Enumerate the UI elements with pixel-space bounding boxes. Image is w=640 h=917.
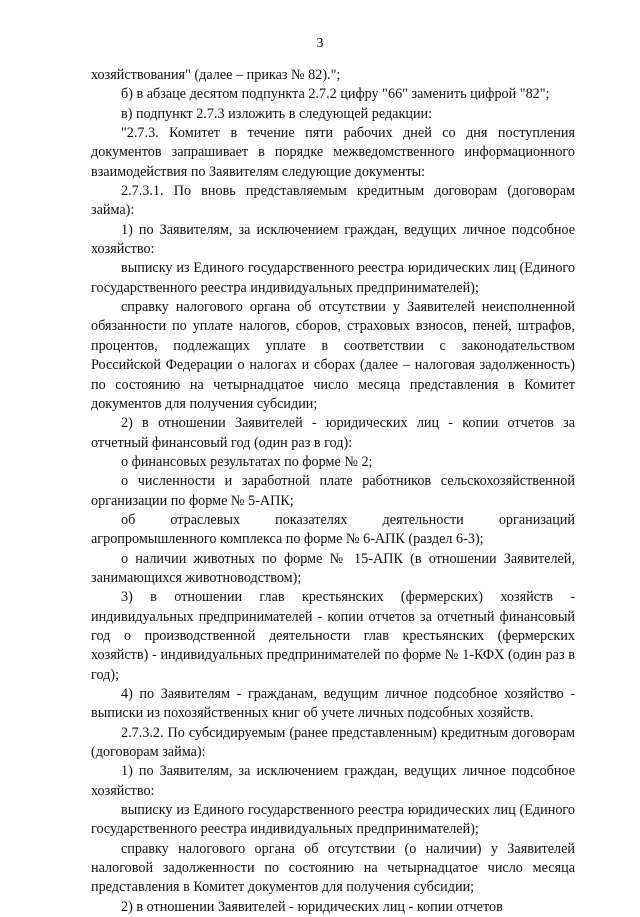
paragraph: справку налогового органа об отсутствии у Заявителей неисполненной обязанности по уплате налогов, сборов, страховых взносов, пеней, штрафов, процентов, подлежащих уплате в соответствии с законодательством Российской Федерации о налогах и сборах (далее – налоговая задолженность) по состоянию на четырнадцатое число месяца представления в Комитет документов для получения субсидии; xyxy=(91,299,575,412)
paragraph: 2) в отношении Заявителей - юридических лиц - копии отчетов за отчетный финансовый год (один раз в год): xyxy=(91,415,575,451)
paragraph: б) в абзаце десятом подпункта 2.7.2 цифру "66" заменить цифрой "82"; xyxy=(121,86,550,103)
paragraph: 1) по Заявителям, за исключением граждан, ведущих личное подсобное хозяйство: xyxy=(91,221,575,258)
paragraph: хозяйствования" (далее – приказ № 82)."; xyxy=(91,67,341,83)
paragraph: выписку из Единого государственного реестра юридических лиц (Единого государственного реестра индивидуальных предпринимателей); xyxy=(91,260,575,296)
paragraph: о численности и заработной плате работников сельскохозяйственной организации по форме № 5-АПК; xyxy=(91,473,575,509)
paragraph: 2.7.3.2. По субсидируемым (ранее представленным) кредитным договорам (договорам займа): xyxy=(91,724,575,761)
paragraph: 1) по Заявителям, за исключением граждан, ведущих личное подсобное хозяйство: xyxy=(91,763,575,799)
paragraph: выписку из Единого государственного реестра юридических лиц (Единого государственного реестра индивидуальных предпринимателей); xyxy=(91,802,575,838)
paragraph: в) подпункт 2.7.3 изложить в следующей редакции: xyxy=(121,105,433,122)
page-number: 3 xyxy=(316,36,324,51)
paragraph: 2.7.3.1. По вновь представляемым кредитным договорам (договорам займа): xyxy=(91,183,575,219)
paragraph: о финансовых результатах по форме № 2; xyxy=(121,453,373,470)
paragraph: об отраслевых показателях деятельности организаций агропромышленного комплекса по форме № 6-АПК (раздел 6-3); xyxy=(91,511,575,548)
paragraph: 3) в отношении глав крестьянских (фермерских) хозяйств - индивидуальных предпринимателей - копии отчетов за отчетный финансовый год о производственной деятельности глав крестьянских (фермерских хозяйств) - индивидуальных предпринимателей по форме № 1-КФХ (один раз в год); xyxy=(91,589,575,683)
document-body xyxy=(91,66,575,917)
paragraph: "2.7.3. Комитет в течение пяти рабочих дней со дня поступления документов запрашивает в порядке межведомственного информационного взаимодействия по Заявителям следующие документы: xyxy=(91,125,575,180)
paragraph: 2) в отношении Заявителей - юридических лиц - копии отчетов xyxy=(121,898,503,915)
paragraph: справку налогового органа об отсутствии (о наличии) у Заявителей налоговой задолженности по состоянию на четырнадцатое число месяца представления в Комитет документов для получения субсидии; xyxy=(91,840,575,896)
paragraph: о наличии животных по форме № 15-АПК (в отношении Заявителей, занимающихся животноводством); xyxy=(91,550,575,586)
paragraph: 4) по Заявителям - гражданам, ведущим личное подсобное хозяйство - выписки из похозяйственных книг об учете личных подсобных хозяйств. xyxy=(91,686,575,722)
